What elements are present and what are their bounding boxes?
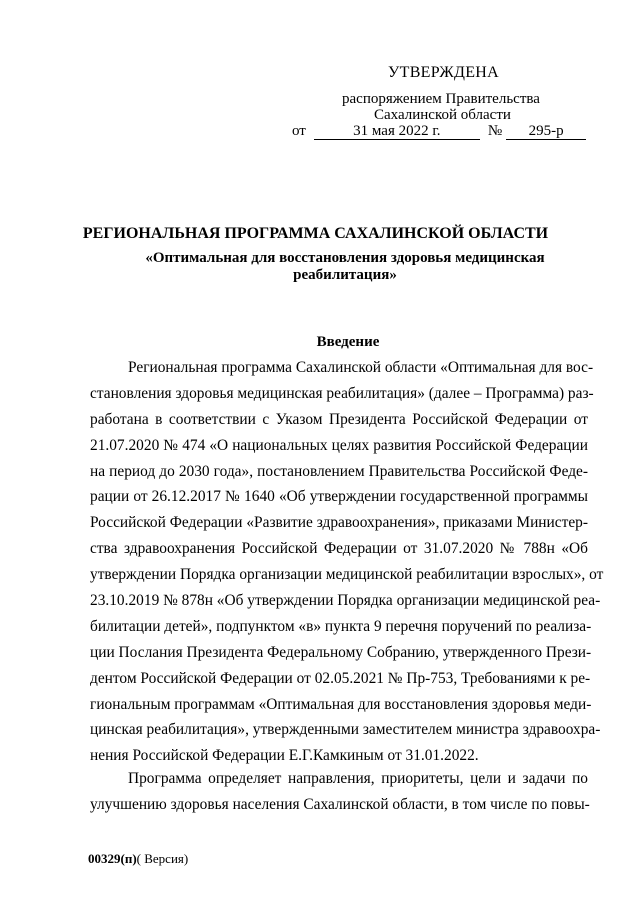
text-line: 21.07.2020 № 474 «О национальных целях развития Российской Федерации <box>90 436 588 454</box>
document-version: ( Версия) <box>136 851 189 866</box>
section-heading: Введение <box>316 334 380 350</box>
text-line: ции Послания Президента Федеральному Собранию, утвержденного Прези- <box>90 643 592 661</box>
paragraph-2 <box>90 766 588 818</box>
approved-stamp: УТВЕРЖДЕНА <box>388 64 500 81</box>
text-line: Программа определяет направления, приоритеты, цели и задачи по <box>128 770 588 787</box>
text-line: 23.10.2019 № 878н «Об утверждении Порядка организации медицинской реа- <box>90 592 601 610</box>
text-line: гиональным программам «Оптимальная для восстановления здоровья меди- <box>90 695 592 713</box>
order-date: 31 мая 2022 г. <box>314 123 480 140</box>
text-line: становления здоровья медицинская реабилитация» (далее – Программа) раз- <box>90 384 594 402</box>
text-line: ства здравоохранения Российской Федерации от 31.07.2020 № 788н «Об <box>90 540 588 558</box>
text-line: дентом Российской Федерации от 02.05.2021 № Пр-753, Требованиями к ре- <box>90 669 591 687</box>
order-line-1: распоряжением Правительства <box>342 91 540 107</box>
text-line: нения Российской Федерации Е.Г.Камкиным от 31.01.2022. <box>90 747 479 765</box>
order-line-2: Сахалинской области <box>374 107 511 123</box>
document-footer <box>88 851 188 867</box>
text-line: цинская реабилитация», утвержденными заместителем министра здравоохра- <box>90 721 601 739</box>
text-line: рации от 26.12.2017 № 1640 «Об утверждении государственной программы <box>90 488 588 506</box>
number-label: № <box>487 123 503 139</box>
text-line: Российской Федерации «Развитие здравоохранения», приказами Министер- <box>90 514 588 532</box>
order-number: 295-р <box>506 123 586 140</box>
text-line: работана в соответствии с Указом Президента Российской Федерации от <box>90 410 588 428</box>
paragraph-1 <box>90 355 604 769</box>
text-line: Региональная программа Сахалинской области «Оптимальная для вос- <box>128 359 594 376</box>
text-line: билитации детей», подпунктом «в» пункта 9 перечня поручений по реализа- <box>90 617 592 635</box>
text-line: улучшению здоровья населения Сахалинской области, в том числе по повы- <box>90 795 590 813</box>
document-code: 00329(п) <box>88 851 137 866</box>
document-subtitle: «Оптимальная для восстановления здоровья медицинская реабилитация» <box>145 250 545 283</box>
text-line: на период до 2030 года», постановлением Правительства Российской Феде- <box>90 462 588 480</box>
order-date-number-line <box>292 123 586 140</box>
text-line: утверждении Порядка организации медицинской реабилитации взрослых», от <box>90 566 604 584</box>
document-title: РЕГИОНАЛЬНАЯ ПРОГРАММА САХАЛИНСКОЙ ОБЛАСТИ <box>82 225 549 242</box>
from-label: от <box>292 123 306 139</box>
